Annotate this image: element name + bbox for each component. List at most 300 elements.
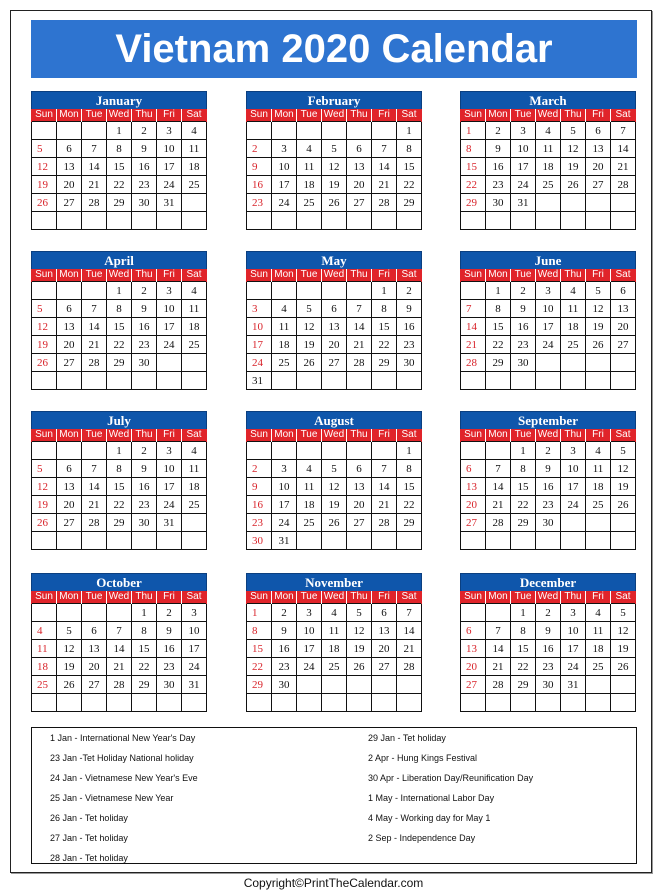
week-row [247,676,422,694]
day-cell: 6 [461,460,486,478]
day-cell: 16 [272,640,297,658]
day-cell: 2 [132,122,157,140]
day-cell: 18 [586,640,611,658]
day-cell: 18 [297,496,322,514]
weekday-header: Thu [132,269,157,282]
day-cell: 21 [107,658,132,676]
weekday-header: Fri [372,429,397,442]
day-cell [511,694,536,712]
day-cell: 4 [297,140,322,158]
holiday-item: 2 Apr - Hung Kings Festival [368,753,478,763]
day-cell: 23 [132,336,157,354]
day-cell [272,282,297,300]
weekday-header: Thu [561,429,586,442]
day-cell: 31 [157,514,182,532]
day-cell: 20 [347,496,372,514]
day-cell: 31 [182,676,207,694]
day-cell: 13 [586,140,611,158]
month-july [31,411,207,550]
day-cell: 16 [157,640,182,658]
day-cell: 25 [561,336,586,354]
day-cell [611,354,636,372]
weekday-header: Sat [611,109,636,122]
day-cell [32,694,57,712]
weekday-header: Fri [157,591,182,604]
day-cell [297,282,322,300]
day-cell [536,354,561,372]
day-cell [272,694,297,712]
day-cell: 13 [82,640,107,658]
day-cell: 24 [247,354,272,372]
day-cell: 26 [611,658,636,676]
day-cell: 30 [536,676,561,694]
weekday-header: Mon [57,591,82,604]
week-row [247,604,422,622]
day-cell: 23 [397,336,422,354]
day-cell [561,514,586,532]
day-cell: 12 [561,140,586,158]
day-cell: 30 [397,354,422,372]
day-cell: 3 [561,604,586,622]
day-cell: 12 [32,478,57,496]
day-cell: 10 [157,140,182,158]
day-cell: 13 [461,478,486,496]
day-cell [132,212,157,230]
day-cell [32,282,57,300]
weekday-header: Fri [157,429,182,442]
weekday-header: Tue [297,269,322,282]
week-row [247,478,422,496]
day-cell [157,532,182,550]
month-title: December [460,573,636,591]
day-cell: 26 [57,676,82,694]
day-cell: 8 [372,300,397,318]
month-title: September [460,411,636,429]
day-cell: 14 [347,318,372,336]
weekday-header: Sun [32,429,57,442]
week-row [461,212,636,230]
day-cell: 14 [461,318,486,336]
day-cell [561,212,586,230]
day-cell: 2 [157,604,182,622]
day-cell: 21 [372,176,397,194]
day-cell: 9 [157,622,182,640]
month-august [246,411,422,550]
day-cell: 14 [372,478,397,496]
day-cell [247,122,272,140]
week-row [247,372,422,390]
day-cell [486,212,511,230]
day-cell: 20 [57,336,82,354]
day-cell: 4 [272,300,297,318]
day-cell: 10 [536,300,561,318]
weekday-header: Tue [82,591,107,604]
day-cell [586,194,611,212]
day-cell [297,442,322,460]
day-cell: 19 [611,478,636,496]
day-cell: 5 [611,604,636,622]
weekday-header: Sun [461,591,486,604]
day-cell [586,514,611,532]
day-cell: 6 [347,460,372,478]
day-cell: 7 [107,622,132,640]
day-cell [347,372,372,390]
day-cell: 23 [247,514,272,532]
day-cell [536,694,561,712]
weekday-header: Wed [536,269,561,282]
week-row [247,640,422,658]
day-cell: 25 [586,658,611,676]
week-row [247,460,422,478]
day-cell [372,122,397,140]
day-cell: 12 [32,318,57,336]
day-cell: 19 [297,336,322,354]
day-cell: 9 [511,300,536,318]
day-cell [57,372,82,390]
month-june [460,251,636,390]
week-row [461,372,636,390]
day-cell: 21 [82,336,107,354]
day-cell: 13 [322,318,347,336]
day-cell: 15 [372,318,397,336]
weekday-header: Wed [536,429,561,442]
week-row [32,300,207,318]
weekday-header: Fri [157,109,182,122]
day-cell: 28 [82,194,107,212]
day-cell: 4 [322,604,347,622]
weekday-header: Tue [297,591,322,604]
weekday-header: Sun [32,591,57,604]
week-row [461,460,636,478]
day-cell: 13 [347,158,372,176]
week-row [247,658,422,676]
day-cell: 16 [486,158,511,176]
day-cell: 10 [157,300,182,318]
holiday-item: 1 Jan - International New Year's Day [50,733,196,743]
day-cell: 15 [132,640,157,658]
day-cell: 18 [272,336,297,354]
week-row [32,460,207,478]
day-cell: 11 [182,300,207,318]
day-cell: 14 [107,640,132,658]
day-cell: 19 [32,336,57,354]
day-cell [536,372,561,390]
day-cell: 15 [107,318,132,336]
day-cell: 24 [561,496,586,514]
day-cell [461,442,486,460]
day-cell: 22 [511,658,536,676]
weekday-header: Mon [57,109,82,122]
weekday-header: Sun [247,429,272,442]
day-cell [272,212,297,230]
day-cell: 1 [511,604,536,622]
day-cell: 9 [132,460,157,478]
week-row [32,442,207,460]
day-cell [347,532,372,550]
day-cell: 29 [511,514,536,532]
day-cell: 1 [397,122,422,140]
day-cell [611,532,636,550]
day-cell: 20 [611,318,636,336]
weekday-header: Wed [322,269,347,282]
day-cell [182,694,207,712]
day-cell: 4 [182,122,207,140]
day-cell [322,282,347,300]
day-cell: 30 [157,676,182,694]
day-cell: 3 [272,140,297,158]
week-row [461,442,636,460]
month-november [246,573,422,712]
day-cell: 8 [132,622,157,640]
day-cell [247,694,272,712]
day-cell: 13 [57,318,82,336]
day-cell: 16 [397,318,422,336]
day-cell: 27 [82,676,107,694]
day-cell: 18 [32,658,57,676]
day-cell: 28 [486,514,511,532]
day-cell: 27 [57,514,82,532]
day-cell [586,676,611,694]
day-cell: 23 [132,176,157,194]
weekday-header: Tue [82,109,107,122]
day-cell [586,372,611,390]
day-cell: 27 [372,658,397,676]
day-cell [57,442,82,460]
day-cell: 16 [247,496,272,514]
day-cell [486,442,511,460]
week-row [461,336,636,354]
day-cell: 6 [611,282,636,300]
day-cell: 5 [322,140,347,158]
day-cell [561,532,586,550]
holiday-item: 2 Sep - Independence Day [368,833,476,843]
day-cell: 9 [132,300,157,318]
day-cell: 26 [322,514,347,532]
day-cell [586,532,611,550]
day-cell: 17 [157,478,182,496]
day-cell: 1 [107,282,132,300]
day-cell: 29 [461,194,486,212]
week-row [247,496,422,514]
day-cell: 5 [32,140,57,158]
day-cell: 1 [397,442,422,460]
day-cell: 7 [486,460,511,478]
day-cell [82,372,107,390]
day-cell: 15 [486,318,511,336]
day-cell: 8 [397,140,422,158]
day-cell: 19 [347,640,372,658]
week-row [32,372,207,390]
week-row [32,212,207,230]
day-cell [57,532,82,550]
week-row [247,212,422,230]
weekday-header: Wed [536,591,561,604]
week-row [461,496,636,514]
day-cell: 31 [247,372,272,390]
day-cell [561,354,586,372]
day-cell: 22 [397,496,422,514]
day-cell: 12 [347,622,372,640]
day-cell: 19 [32,176,57,194]
day-cell [32,122,57,140]
day-cell [461,282,486,300]
day-cell: 18 [561,318,586,336]
month-title: April [31,251,207,269]
day-cell: 19 [586,318,611,336]
day-cell: 27 [586,176,611,194]
day-cell: 13 [57,478,82,496]
day-cell: 18 [536,158,561,176]
day-cell: 30 [247,532,272,550]
day-cell: 25 [32,676,57,694]
day-cell [611,194,636,212]
day-cell [182,354,207,372]
weekday-header: Tue [82,269,107,282]
day-cell: 3 [536,282,561,300]
weekday-header: Wed [107,591,132,604]
weekday-header: Sun [461,109,486,122]
day-cell: 6 [347,140,372,158]
day-cell: 15 [107,158,132,176]
day-cell: 26 [32,514,57,532]
day-cell [107,532,132,550]
day-cell [157,354,182,372]
weekday-header: Mon [272,429,297,442]
week-row [32,604,207,622]
week-row [247,194,422,212]
day-cell: 2 [132,282,157,300]
week-row [247,336,422,354]
day-cell: 11 [272,318,297,336]
week-row [32,514,207,532]
day-cell: 7 [347,300,372,318]
week-row [32,158,207,176]
day-cell: 27 [322,354,347,372]
day-cell: 29 [372,354,397,372]
day-cell: 30 [132,354,157,372]
day-cell: 13 [57,158,82,176]
day-cell: 10 [561,622,586,640]
day-cell: 8 [511,622,536,640]
day-cell: 21 [611,158,636,176]
week-row [461,532,636,550]
day-cell: 17 [561,478,586,496]
week-row [32,496,207,514]
day-cell: 17 [511,158,536,176]
day-cell: 5 [561,122,586,140]
day-cell: 10 [157,460,182,478]
day-cell [297,676,322,694]
day-cell: 24 [561,658,586,676]
day-cell: 20 [586,158,611,176]
weekday-header: Sat [611,591,636,604]
day-cell: 15 [511,640,536,658]
day-cell: 29 [247,676,272,694]
weekday-header: Sat [397,429,422,442]
day-cell [347,694,372,712]
day-cell [611,676,636,694]
month-january [31,91,207,230]
day-cell: 14 [372,158,397,176]
day-cell [182,194,207,212]
day-cell: 26 [32,194,57,212]
day-cell: 22 [511,496,536,514]
day-cell: 25 [297,514,322,532]
day-cell: 12 [57,640,82,658]
day-cell: 26 [561,176,586,194]
day-cell [322,676,347,694]
weekday-header: Thu [561,109,586,122]
day-cell [157,694,182,712]
day-cell: 29 [486,354,511,372]
week-row [461,676,636,694]
weekday-header: Mon [57,269,82,282]
day-cell: 29 [397,194,422,212]
day-cell: 18 [182,478,207,496]
day-cell: 8 [511,460,536,478]
day-cell: 5 [297,300,322,318]
weekday-header: Fri [586,591,611,604]
day-cell [32,372,57,390]
day-cell: 5 [347,604,372,622]
week-row [32,478,207,496]
day-cell: 16 [132,318,157,336]
day-cell: 4 [586,442,611,460]
day-cell: 14 [397,622,422,640]
day-cell [32,212,57,230]
day-cell: 25 [182,336,207,354]
day-cell: 30 [536,514,561,532]
day-cell [372,372,397,390]
weekday-header: Sat [611,429,636,442]
day-cell: 27 [461,514,486,532]
day-cell [397,694,422,712]
weekday-header: Sat [182,269,207,282]
day-cell: 3 [297,604,322,622]
week-row [32,176,207,194]
day-cell: 7 [82,460,107,478]
weekday-header: Sat [182,429,207,442]
week-row [32,658,207,676]
week-row [461,354,636,372]
weekday-header: Sat [182,109,207,122]
day-cell: 13 [611,300,636,318]
day-cell: 3 [157,442,182,460]
day-cell: 24 [182,658,207,676]
month-december [460,573,636,712]
day-cell: 22 [247,658,272,676]
week-row [461,176,636,194]
weekday-header: Sat [182,591,207,604]
day-cell: 5 [586,282,611,300]
week-row [247,300,422,318]
day-cell: 23 [536,496,561,514]
day-cell: 23 [536,658,561,676]
day-cell: 22 [397,176,422,194]
day-cell: 12 [32,158,57,176]
day-cell: 27 [611,336,636,354]
weekday-header: Wed [107,429,132,442]
weekday-header: Sat [397,269,422,282]
day-cell: 5 [32,300,57,318]
weekday-header: Sun [247,591,272,604]
day-cell [586,354,611,372]
day-cell [322,212,347,230]
day-cell: 19 [561,158,586,176]
week-row [461,300,636,318]
day-cell: 12 [297,318,322,336]
day-cell: 7 [611,122,636,140]
